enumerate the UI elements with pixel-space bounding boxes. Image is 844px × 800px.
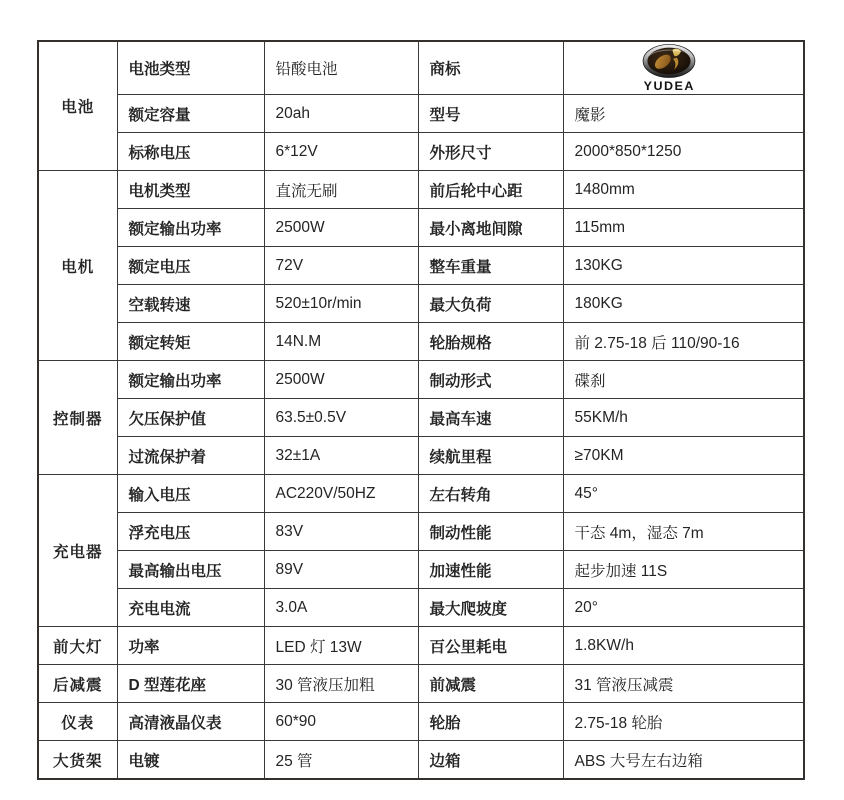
spec-value: 55KM/h (563, 399, 804, 437)
trademark-logo-cell (563, 41, 804, 95)
category-cell-battery: 电池 (38, 41, 117, 171)
category-cell-controller: 控制器 (38, 361, 117, 475)
spec-value: 铅酸电池 (264, 41, 418, 95)
spec-value: LED 灯 13W (264, 627, 418, 665)
spec-value: 1480mm (563, 171, 804, 209)
category-cell-motor: 电机 (38, 171, 117, 361)
spec-label: 左右转角 (418, 475, 563, 513)
spec-value: 115mm (563, 209, 804, 247)
category-cell-dashboard: 仪表 (38, 703, 117, 741)
spec-label: 外形尺寸 (418, 133, 563, 171)
table-row (38, 171, 804, 209)
spec-label: 高清液晶仪表 (117, 703, 264, 741)
spec-value: 60*90 (264, 703, 418, 741)
spec-label: 前后轮中心距 (418, 171, 563, 209)
table-row (38, 703, 804, 741)
spec-value: 63.5±0.5V (264, 399, 418, 437)
spec-value: 25 管 (264, 741, 418, 780)
spec-value: 32±1A (264, 437, 418, 475)
spec-label: 充电电流 (117, 589, 264, 627)
table-row (38, 323, 804, 361)
table-row (38, 285, 804, 323)
spec-label: 额定电压 (117, 247, 264, 285)
category-cell-headlight: 前大灯 (38, 627, 117, 665)
yudea-logo (563, 43, 778, 93)
spec-value: 14N.M (264, 323, 418, 361)
spec-label: 轮胎 (418, 703, 563, 741)
spec-label: 欠压保护值 (117, 399, 264, 437)
category-cell-charger: 充电器 (38, 475, 117, 627)
table-row (38, 627, 804, 665)
spec-label: 制动性能 (418, 513, 563, 551)
spec-value: 2000*850*1250 (563, 133, 804, 171)
spec-value: 2.75-18 轮胎 (563, 703, 804, 741)
spec-value: 直流无刷 (264, 171, 418, 209)
spec-label: 百公里耗电 (418, 627, 563, 665)
spec-value: 180KG (563, 285, 804, 323)
spec-label: 电镀 (117, 741, 264, 780)
spec-label: 电机类型 (117, 171, 264, 209)
table-row (38, 399, 804, 437)
spec-value: 3.0A (264, 589, 418, 627)
spec-label: 制动形式 (418, 361, 563, 399)
table-row (38, 41, 804, 95)
table-row (38, 475, 804, 513)
spec-value: 45° (563, 475, 804, 513)
spec-value: 前 2.75-18 后 110/90-16 (563, 323, 804, 361)
spec-value: 83V (264, 513, 418, 551)
spec-label: 标称电压 (117, 133, 264, 171)
category-cell-rack: 大货架 (38, 741, 117, 780)
spec-value: 30 管液压加粗 (264, 665, 418, 703)
spec-label: 最大爬坡度 (418, 589, 563, 627)
spec-value: 520±10r/min (264, 285, 418, 323)
spec-value: ABS 大号左右边箱 (563, 741, 804, 780)
spec-label: 输入电压 (117, 475, 264, 513)
spec-label: 浮充电压 (117, 513, 264, 551)
spec-label: 型号 (418, 95, 563, 133)
spec-value: 2500W (264, 361, 418, 399)
table-row (38, 437, 804, 475)
spec-value: 20ah (264, 95, 418, 133)
yudea-badge-icon (637, 43, 701, 79)
spec-value: 起步加速 11S (563, 551, 804, 589)
spec-label: 额定容量 (117, 95, 264, 133)
spec-value: ≥70KM (563, 437, 804, 475)
spec-value: 6*12V (264, 133, 418, 171)
table-row (38, 665, 804, 703)
spec-value: 89V (264, 551, 418, 589)
table-row (38, 513, 804, 551)
spec-value: 2500W (264, 209, 418, 247)
table-row (38, 133, 804, 171)
spec-label: 边箱 (418, 741, 563, 780)
table-row (38, 247, 804, 285)
spec-value: 魔影 (563, 95, 804, 133)
spec-label: 最小离地间隙 (418, 209, 563, 247)
spec-label: 商标 (418, 41, 563, 95)
spec-label: 最高输出电压 (117, 551, 264, 589)
spec-value: 31 管液压减震 (563, 665, 804, 703)
table-row (38, 551, 804, 589)
spec-label: 过流保护着 (117, 437, 264, 475)
spec-label: 额定输出功率 (117, 209, 264, 247)
spec-label: 整车重量 (418, 247, 563, 285)
spec-label: D 型莲花座 (117, 665, 264, 703)
spec-value: 20° (563, 589, 804, 627)
spec-value: 1.8KW/h (563, 627, 804, 665)
spec-value: 130KG (563, 247, 804, 285)
spec-value: 72V (264, 247, 418, 285)
spec-label: 加速性能 (418, 551, 563, 589)
spec-label: 最大负荷 (418, 285, 563, 323)
table-row (38, 741, 804, 780)
spec-value: 干态 4m，湿态 7m (563, 513, 804, 551)
spec-label: 空载转速 (117, 285, 264, 323)
spec-table (37, 40, 805, 780)
spec-label: 额定转矩 (117, 323, 264, 361)
table-row (38, 361, 804, 399)
spec-label: 续航里程 (418, 437, 563, 475)
table-row (38, 589, 804, 627)
category-cell-rear-shock: 后减震 (38, 665, 117, 703)
spec-label: 电池类型 (117, 41, 264, 95)
table-row (38, 95, 804, 133)
spec-value: 碟刹 (563, 361, 804, 399)
spec-label: 最高车速 (418, 399, 563, 437)
spec-table-wrap (37, 40, 805, 780)
table-row (38, 209, 804, 247)
spec-value: AC220V/50HZ (264, 475, 418, 513)
spec-label: 前减震 (418, 665, 563, 703)
spec-label: 额定输出功率 (117, 361, 264, 399)
spec-label: 轮胎规格 (418, 323, 563, 361)
spec-label: 功率 (117, 627, 264, 665)
brand-name: YUDEA (643, 79, 695, 93)
